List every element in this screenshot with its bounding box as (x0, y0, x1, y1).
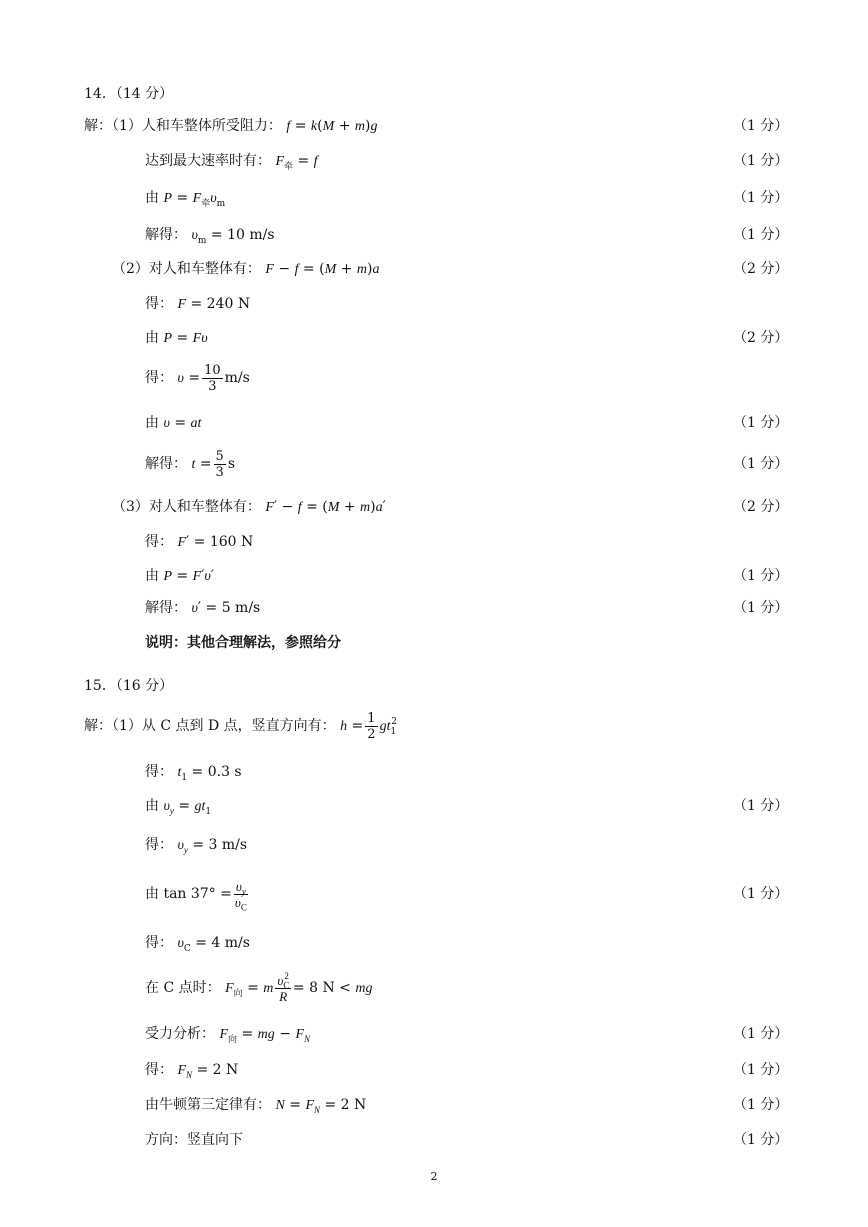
q15-line4: 得： $\upsilon_y = 3$ m/s (145, 837, 248, 855)
q15-line8: 受力分析： $F_向$ = mg − $F_N$ (145, 1026, 311, 1045)
formula-normal-force: F (177, 1063, 187, 1078)
score: （2 分） (733, 261, 789, 277)
q14-p2-line5: 由 υ = at (145, 415, 202, 431)
q15-you-label: 由 (145, 798, 159, 814)
q14-p2-line3: 由 P = Fυ (145, 330, 208, 346)
formula-resistance: f (286, 119, 291, 134)
q15-jie: 解： (84, 718, 112, 734)
q15-line5: 由 tan 37° = $\frac{\upsilon_y}{\upsilon_C}$ (145, 878, 247, 913)
formula-newton2-prime: F (265, 500, 274, 515)
q14-you-label: 由 (145, 330, 159, 346)
q15-newton3-label: 由牛顿第三定律有： (145, 1097, 271, 1113)
q14-de-label: 得： (145, 296, 173, 312)
formula-vy-value: υ (177, 838, 184, 853)
score: （1 分） (733, 190, 789, 206)
q14-jiede-label: 解得： (145, 456, 187, 472)
fraction-vy-vc: $\frac{\upsilon_y}{\upsilon_C}$ (234, 878, 247, 913)
formula-net-force: F (219, 1027, 229, 1042)
formula-newton3: N (275, 1098, 285, 1113)
q14-p2-line4: 得： υ = $\frac{10}{3}$ m/s (145, 362, 250, 394)
score: （2 分） (733, 499, 789, 515)
q14-note: 说明：其他合理解法，参照给分 (145, 635, 341, 651)
formula-power2: P (163, 331, 173, 346)
formula-power: P (163, 191, 173, 206)
q15-direction-label: 方向： (145, 1132, 187, 1148)
q14-p2-line6: 解得： t = $\frac{5}{3}$ s (145, 448, 235, 480)
fraction-10-3: $\frac{10}{3}$ (204, 362, 221, 394)
formula-force-prime: F (177, 535, 187, 550)
q14-you-label: 由 (145, 568, 159, 584)
formula-vy: υ (163, 799, 170, 814)
q15-force-analysis-label: 受力分析： (145, 1026, 215, 1042)
q14-p1-label: （1）人和车整体所受阻力： (112, 118, 282, 134)
q15-p1-line1: 解：（1）从 C 点到 D 点，竖直方向有： h = $\frac{1}{2}$ $gt_1^2$ (84, 710, 397, 742)
q14-jie: 解： (84, 118, 112, 134)
formula-centripetal: F (225, 981, 234, 996)
fraction-5-3: $\frac{5}{3}$ (215, 448, 224, 480)
q15-direction-value: 竖直向下 (187, 1132, 243, 1148)
formula-speed-prime: υ (191, 601, 198, 616)
formula-newton2: F (265, 262, 274, 277)
score: （1 分） (733, 798, 789, 814)
score: （1 分） (733, 118, 789, 134)
q15-de-label: 得： (145, 837, 173, 853)
score: （1 分） (733, 456, 789, 472)
q15-de-label: 得： (145, 1062, 173, 1078)
q14-p3-line3: 由 P = F′υ′ (145, 568, 215, 584)
score: （1 分） (733, 153, 789, 169)
q14-reach-label: 达到最大速率时有： (145, 153, 271, 169)
formula-t1: t (177, 765, 182, 780)
q15-line2: 得： $t_1 = 0.3$ s (145, 764, 242, 783)
q14-p3-line2: 得： F′ = 160 N (145, 534, 254, 550)
q14-p1-line4: 解得： $\upsilon_m = 10$ m/s (145, 227, 275, 246)
score: （1 分） (733, 227, 789, 243)
formula-fall: h (340, 719, 348, 734)
score: （1 分） (733, 886, 789, 902)
formula-vc: υ (177, 936, 184, 951)
q14-p2-line1: （2）对人和车整体有： F − f = (M + m)a (112, 261, 380, 277)
score: （1 分） (733, 1097, 789, 1113)
formula-power3: P (163, 569, 173, 584)
score: （1 分） (733, 568, 789, 584)
q14-p3-line4: 解得： υ′ = 5 m/s (145, 600, 261, 616)
score: （1 分） (733, 1132, 789, 1148)
q14-p1-line1: 解：（1）人和车整体所受阻力： f = k(M + m)g (84, 118, 378, 134)
q15-line9: 得： $F_N = 2$ N (145, 1062, 239, 1080)
q15-line10: 由牛顿第三定律有： $N = F_N = 2$ N (145, 1097, 367, 1115)
score: （1 分） (733, 415, 789, 431)
formula-vmax: υ (191, 228, 198, 243)
q15-line3: 由 $\upsilon_y = gt_1$ (145, 798, 212, 817)
q14-p2-line2: 得： F = 240 N (145, 296, 251, 312)
q15-de-label: 得： (145, 764, 173, 780)
q15-line7: 在 C 点时： $F_向 = m$ $\frac{\upsilon_C^2}{R}$ = 8 N < mg (145, 971, 373, 1004)
q14-jiede-label: 解得： (145, 600, 187, 616)
q14-p2-label: （2）对人和车整体有： (112, 261, 261, 277)
q14-you-label: 由 (145, 415, 159, 431)
q14-de-label: 得： (145, 370, 173, 386)
formula-speed: υ (177, 371, 184, 386)
q15-p1-label: （1）从 C 点到 D 点，竖直方向有： (112, 718, 336, 734)
page-number: 2 (430, 1170, 438, 1183)
q14-heading: 14．（14 分） (84, 86, 174, 102)
formula-time: t (191, 457, 196, 472)
q14-p1-line2: 达到最大速率时有： $F_牵 = f$ (145, 153, 318, 172)
q14-p1-line3: 由 $P = F_牵\upsilon_m$ (145, 190, 226, 209)
q15-heading: 15．（16 分） (84, 678, 174, 694)
q14-de-label: 得： (145, 534, 173, 550)
score: （1 分） (733, 600, 789, 616)
score: （1 分） (733, 1062, 789, 1078)
q14-p3-line1: （3）对人和车整体有： F′ − f = (M + m)a′ (112, 499, 386, 515)
q14-you-label: 由 (145, 190, 159, 206)
score: （2 分） (733, 330, 789, 346)
score: （1 分） (733, 1026, 789, 1042)
fraction-1-2: $\frac{1}{2}$ (367, 710, 376, 742)
q15-de-label: 得： (145, 935, 173, 951)
q15-line11 (145, 1130, 243, 1150)
q14-jiede-label: 解得： (145, 227, 187, 243)
formula-equilibrium: F (275, 154, 285, 169)
fraction-vc2-r: $\frac{\upsilon_C^2}{R}$ (277, 971, 290, 1004)
q15-you-label: 由 (145, 886, 159, 902)
q15-line6: 得： $\upsilon_C = 4$ m/s (145, 935, 250, 954)
formula-force: F (177, 297, 187, 312)
formula-kinematic: υ (163, 416, 170, 431)
q14-p3-label: （3）对人和车整体有： (112, 499, 261, 515)
q15-at-c-label: 在 C 点时： (145, 980, 221, 996)
